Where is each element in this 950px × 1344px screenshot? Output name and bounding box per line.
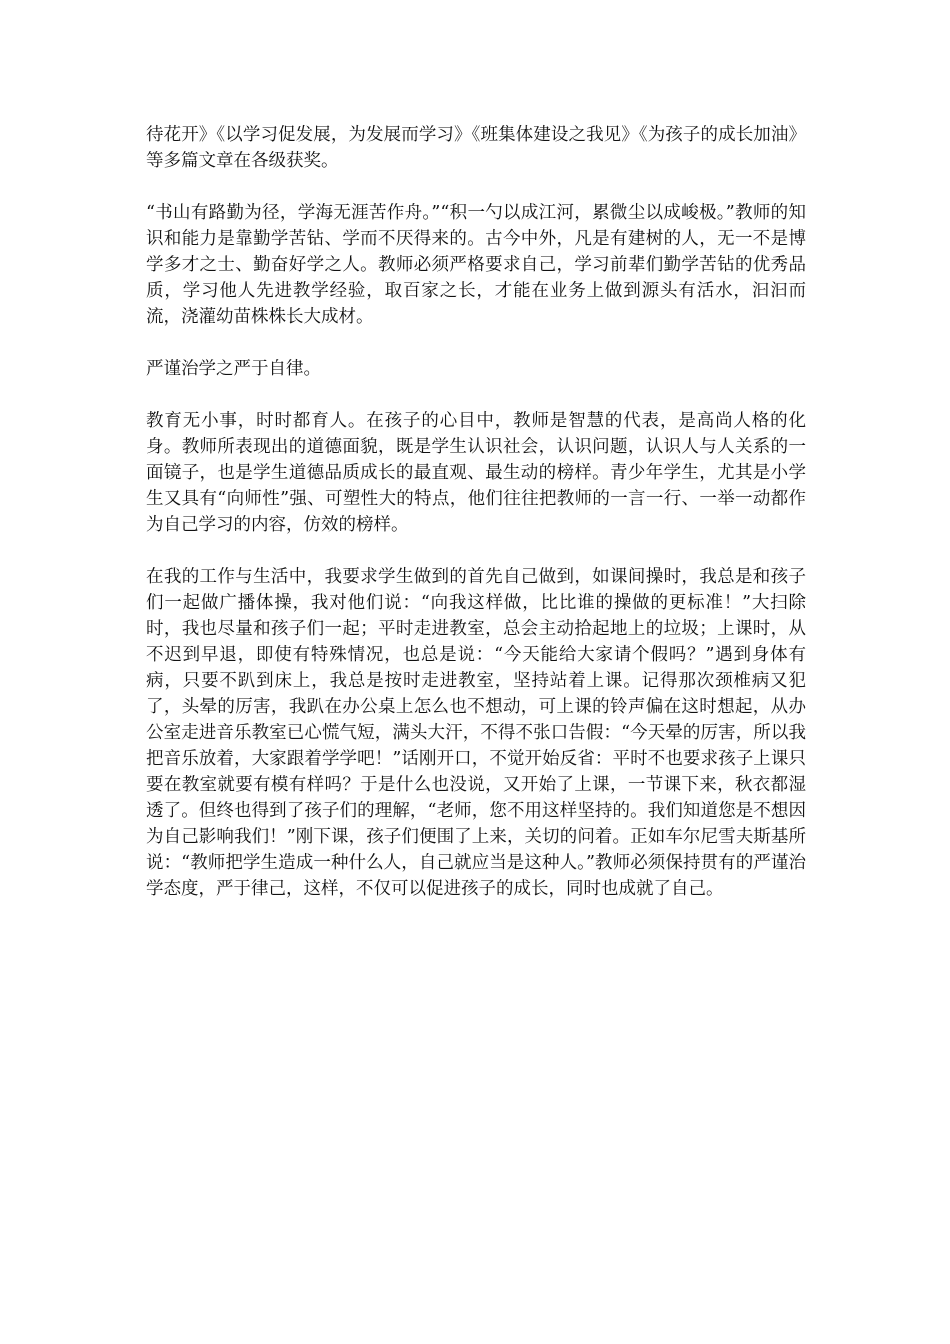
paragraph-awards: 待花开》《以学习促发展，为发展而学习》《班集体建设之我见》《为孩子的成长加油》等多篇文章在各级获奖。 xyxy=(146,125,806,171)
paragraph-personal-example: 在我的工作与生活中，我要求学生做到的首先自己做到，如课间操时，我总是和孩子们一起做广播体操，我对他们说：“向我这样做，比比谁的操做的更标准！”大扫除时，我也尽量和孩子们一起；平时走进教室，总会主动拾起地上的垃圾；上课时，从不迟到早退，即使有特殊情况，也总是说：“今天能给大家请个假吗？”遇到身体有病，只要不趴到床上，我总是按时走进教室，坚持站着上课。记得那次颈椎病又犯了，头晕的厉害，我趴在办公桌上怎么也不想动，可上课的铃声偏在这时想起，从办公室走进音乐教室已心慌气短，满头大汗，不得不张口告假：“今天晕的厉害，所以我把音乐放着，大家跟着学学吧！”话刚开口，不觉开始反省：平时不也要求孩子上课只要在教室就要有模有样吗？于是什么也没说，又开始了上课，一节课下来，秋衣都湿透了。但终也得到了孩子们的理解，“老师，您不用这样坚持的。我们知道您是不想因为自己影响我们！”刚下课，孩子们便围了上来，关切的问着。正如车尔尼雪夫斯基所说：“教师把学生造成一种什么人，自己就应当是这种人。”教师必须保持贯有的严谨治学态度，严于律己，这样，不仅可以促进孩子的成长，同时也成就了自己。 xyxy=(146,567,806,899)
paragraph-teacher-role-model: 教育无小事，时时都育人。在孩子的心目中，教师是智慧的代表，是高尚人格的化身。教师所表现出的道德面貌，既是学生认识社会，认识问题，认识人与人关系的一面镜子，也是学生道德品质成长的最直观、最生动的榜样。青少年学生，尤其是小学生又具有“向师性”强、可塑性大的特点，他们往往把教师的一言一行、一举一动都作为自己学习的内容，仿效的榜样。 xyxy=(146,411,806,535)
paragraph-diligent-study: “书山有路勤为径，学海无涯苦作舟。”“积一勺以成江河，累微尘以成峻极。”教师的知识和能力是靠勤学苦钻、学而不厌得来的。古今中外，凡是有建树的人，无一不是博学多才之士、勤奋好学之人。教师必须严格要求自己，学习前辈们勤学苦钻的优秀品质，学习他人先进教学经验，取百家之长，才能在业务上做到源头有活水，汩汩而流，浇灌幼苗株株长大成材。 xyxy=(146,203,806,327)
section-heading-self-discipline: 严谨治学之严于自律。 xyxy=(146,359,321,379)
document-body xyxy=(146,122,806,928)
